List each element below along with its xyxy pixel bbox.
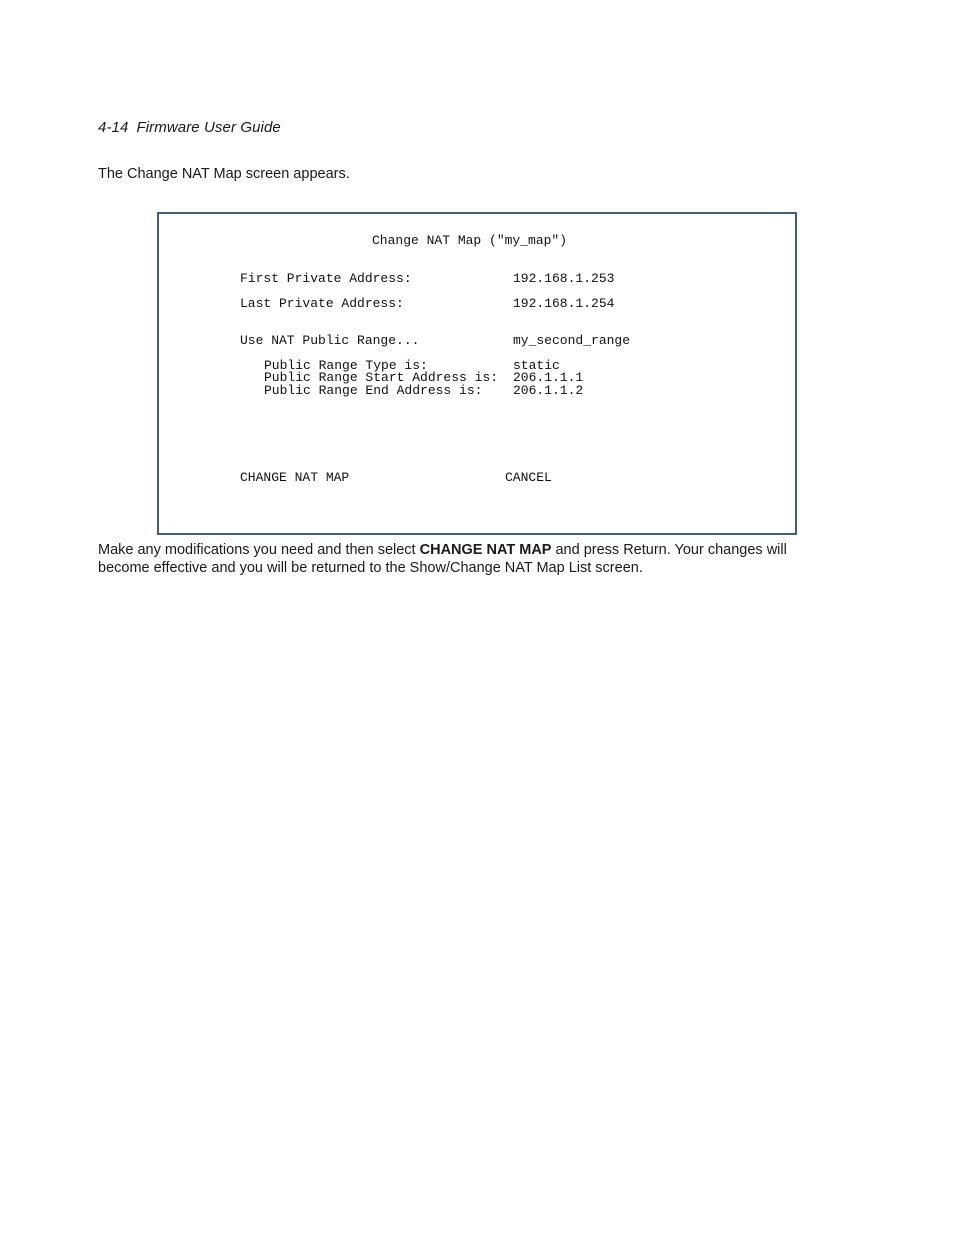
first-private-address-label: First Private Address: <box>240 271 412 286</box>
terminal-screen <box>157 212 797 535</box>
screen-title: Change NAT Map ("my_map") <box>372 233 568 248</box>
instruction-emphasis: CHANGE NAT MAP <box>419 542 552 558</box>
last-private-address-label: Last Private Address: <box>240 296 404 311</box>
instruction-paragraph <box>98 541 838 577</box>
public-range-start-value: 206.1.1.1 <box>513 370 584 385</box>
intro-paragraph: The Change NAT Map screen appears. <box>98 166 350 182</box>
instruction-text-before: Make any modifications you need and then select <box>98 542 420 558</box>
use-nat-public-range-label: Use NAT Public Range... <box>240 333 420 348</box>
change-nat-map-button[interactable]: CHANGE NAT MAP <box>240 470 350 485</box>
first-private-address-field[interactable]: 192.168.1.253 <box>513 271 615 286</box>
nat-public-range-select[interactable]: my_second_range <box>513 333 631 348</box>
book-title: Firmware User Guide <box>136 119 281 136</box>
cancel-button[interactable]: CANCEL <box>505 470 552 485</box>
public-range-type-label: Public Range Type is: <box>264 358 428 373</box>
public-range-end-value: 206.1.1.2 <box>513 383 584 398</box>
public-range-start-label: Public Range Start Address is: <box>264 370 499 385</box>
instruction-text-after: and press Return. Your changes will become effective and you will be returned to the Show/Change NAT Map List screen. <box>98 542 787 576</box>
public-range-type-value: static <box>513 358 560 373</box>
page-header <box>98 119 281 136</box>
last-private-address-field[interactable]: 192.168.1.254 <box>513 296 615 311</box>
public-range-end-label: Public Range End Address is: <box>264 383 483 398</box>
page-number: 4-14 <box>98 119 129 136</box>
